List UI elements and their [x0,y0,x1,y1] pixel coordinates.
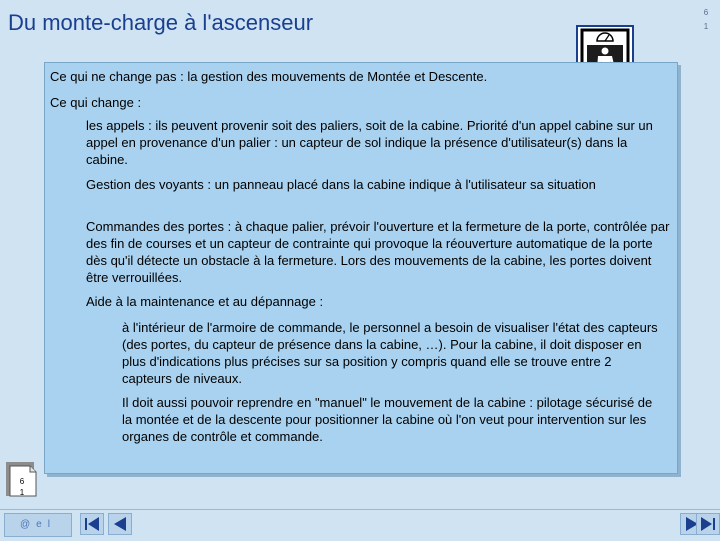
note-page-number-2: 1 [19,488,25,497]
note-page-number [14,476,30,498]
page-number-top [700,6,712,34]
last-slide-button[interactable] [696,513,720,535]
text-voyants: Gestion des voyants : un panneau placé dans la cabine indique à l'utilisateur sa situation [86,177,596,192]
first-slide-icon [81,514,103,534]
page-number-top-2: 1 [703,22,709,31]
footer-logo[interactable]: @el [4,513,72,537]
text-appels: les appels : ils peuvent provenir soit des paliers, soit de la cabine. Priorité d'un appel cabine sur un appel en provenance d'un palier : un capteur de sol indique la présence d'utilisateur(s) dans la cabine. [86,118,653,167]
text-manuel: Il doit aussi pouvoir reprendre en "manuel" le mouvement de la cabine : pilotage sécurisé de la montée et de la descente pour positionner la cabine où l'on veut pour intervention sur les organes de contrôle et commande. [122,395,653,444]
text-unchanged: Ce qui ne change pas : la gestion des mouvements de Montée et Descente. [50,69,488,84]
slide-title: Du monte-charge à l'ascenseur [8,10,314,35]
previous-slide-button[interactable] [108,513,132,535]
first-slide-button[interactable] [80,513,104,535]
previous-slide-icon [109,514,131,534]
last-slide-icon [697,514,719,534]
text-changes-heading: Ce qui change : [50,95,142,110]
text-maintenance: Aide à la maintenance et au dépannage : [86,294,324,309]
content-box [44,62,678,474]
text-armoire: à l'intérieur de l'armoire de commande, le personnel a besoin de visualiser l'état des capteurs (des portes, du capteur de présence dans la cabine, …). Pour la cabine, il doit disposer en plus d'indications plus précises sur sa position y compris quand elle se trouve entre 2 capteurs de niveaux. [122,320,658,386]
note-page-number-1: 6 [19,477,25,486]
page-number-top-1: 6 [703,8,709,17]
text-portes: Commandes des portes : à chaque palier, prévoir l'ouverture et la fermeture de la porte, contrôlée par des fin de courses et un capteur de contrainte qui provoque la réouverture automatique de la porte dès qu'il détecte un obstacle à la fermeture. Lors des mouvements de la cabine, les portes doivent être verrouillées. [86,219,670,285]
